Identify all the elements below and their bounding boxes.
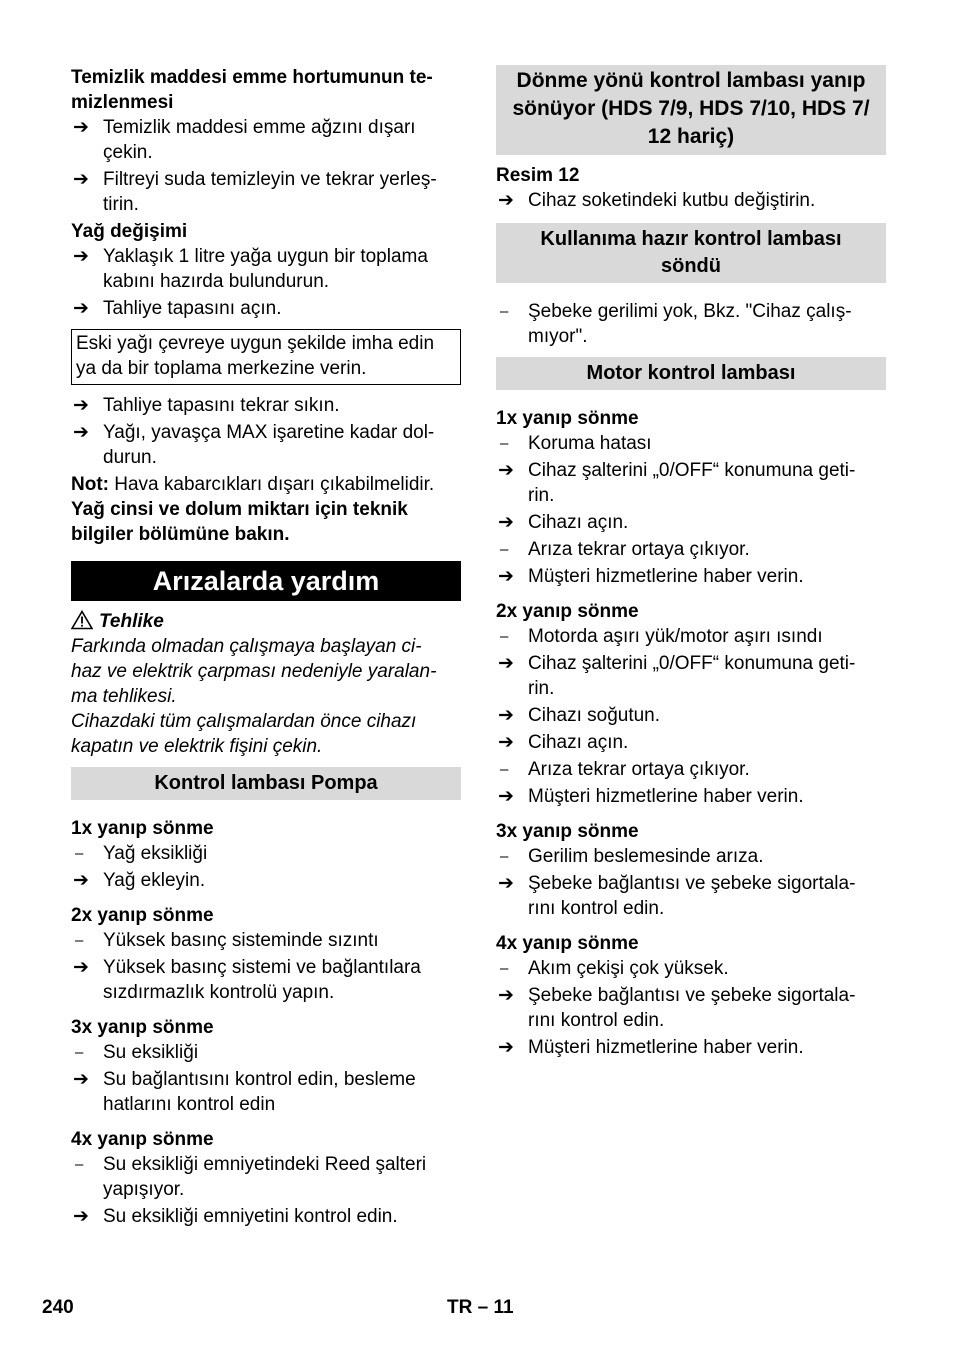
danger-title: Tehlike (99, 611, 164, 632)
dash-bullet: – (500, 761, 509, 778)
arrow-right-icon: ➔ (498, 985, 514, 1006)
list-item (496, 188, 886, 213)
note-text: Hava kabarcıkları dışarı çıkabilmelidir. (108, 474, 435, 495)
page-reference: TR – 11 (447, 1297, 514, 1318)
arrow-right-icon: ➔ (498, 1037, 514, 1058)
dash-bullet: – (75, 932, 84, 949)
section-title-oil-change: Yağ değişimi (71, 221, 188, 242)
list-item (496, 956, 886, 981)
list-item (496, 564, 886, 589)
list-item (496, 458, 886, 508)
item-text: Tahliye tapasını açın. (103, 298, 282, 319)
list-item (496, 703, 886, 728)
arrow-right-icon: ➔ (73, 117, 89, 138)
note-line: Eski yağı çevreye uygun şekilde imha edin (76, 333, 435, 354)
item-text: Su bağlantısını kontrol edin, besleme (103, 1069, 416, 1090)
blink-code-heading: 4x yanıp sönme (496, 933, 639, 954)
danger-line: Farkında olmadan çalışmaya başlayan ci- (71, 636, 422, 657)
blink-code-heading: 1x yanıp sönme (496, 408, 639, 429)
item-text: Koruma hatası (528, 433, 652, 454)
arrow-right-icon: ➔ (498, 460, 514, 481)
item-text: çekin. (103, 142, 153, 163)
motor-lamp-heading: Motor kontrol lambası (496, 357, 886, 390)
pump-lamp-codes (71, 816, 461, 1229)
item-text: rin. (528, 485, 555, 506)
blink-code-heading: 1x yanıp sönme (71, 818, 214, 839)
item-text: Temizlik maddesi emme ağzını dışarı (103, 117, 416, 138)
environment-note-box (71, 329, 461, 385)
item-text: Şebeke gerilimi yok, Bkz. "Cihaz çalış- (528, 301, 852, 322)
arrow-right-icon: ➔ (73, 957, 89, 978)
item-text: Motorda aşırı yük/motor aşırı ısındı (528, 626, 823, 647)
arrow-right-icon: ➔ (73, 246, 89, 267)
list-item (71, 1152, 461, 1202)
blink-code-heading: 2x yanıp sönme (496, 601, 639, 622)
note-label: Not: (71, 474, 109, 495)
arrow-right-icon: ➔ (498, 705, 514, 726)
item-text: Cihaz şalterini „0/OFF“ konumuna geti- (528, 653, 856, 674)
list-item (71, 955, 461, 1005)
item-text: Yağ ekleyin. (103, 870, 206, 891)
item-text: rin. (528, 678, 555, 699)
blink-code-heading: 4x yanıp sönme (71, 1129, 214, 1150)
list-item (496, 537, 886, 562)
warning-triangle-icon (71, 610, 93, 630)
heading-line: sönüyor (HDS 7/9, HDS 7/10, HDS 7/ (512, 97, 870, 120)
oil-type-reference (71, 497, 461, 547)
list-item (71, 1040, 461, 1065)
heading-line: Kullanıma hazır kontrol lambası (540, 228, 842, 250)
item-text: Akım çekişi çok yüksek. (528, 958, 729, 979)
item-text: Müşteri hizmetlerine haber verin. (528, 786, 804, 807)
ready-lamp-heading (496, 223, 886, 283)
dash-bullet: – (500, 303, 509, 320)
item-text: Yaklaşık 1 litre yağa uygun bir toplama (103, 246, 428, 267)
arrow-right-icon: ➔ (498, 732, 514, 753)
dash-bullet: – (500, 435, 509, 452)
arrow-right-icon: ➔ (498, 873, 514, 894)
heading-line: Dönme yönü kontrol lambası yanıp (516, 69, 866, 92)
page-number: 240 (42, 1297, 74, 1318)
list-item (71, 868, 461, 893)
item-text: Yüksek basınç sisteminde sızıntı (103, 930, 379, 951)
item-text: Arıza tekrar ortaya çıkıyor. (528, 539, 750, 560)
troubleshooting-heading: Arızalarda yardım (71, 561, 461, 601)
list-item (71, 928, 461, 953)
list-item (71, 167, 461, 217)
item-text: Arıza tekrar ortaya çıkıyor. (528, 759, 750, 780)
item-text: Su eksikliği emniyetindeki Reed şalteri (103, 1154, 427, 1175)
list-item (496, 844, 886, 869)
suction-hose-steps (71, 115, 461, 217)
arrow-right-icon: ➔ (73, 870, 89, 891)
list-item (71, 244, 461, 294)
arrow-right-icon: ➔ (498, 653, 514, 674)
item-text: Tahliye tapasını tekrar sıkın. (103, 395, 340, 416)
item-text: Müşteri hizmetlerine haber verin. (528, 1037, 804, 1058)
item-text: Yağı, yavaşça MAX işaretine kadar dol- (103, 422, 435, 443)
item-text: rını kontrol edin. (528, 898, 665, 919)
arrow-right-icon: ➔ (498, 786, 514, 807)
item-text: Şebeke bağlantısı ve şebeke sigortala- (528, 873, 856, 894)
item-text: Su eksikliği (103, 1042, 199, 1063)
danger-line: ma tehlikesi. (71, 686, 177, 707)
blink-code-heading: 2x yanıp sönme (71, 905, 214, 926)
arrow-right-icon: ➔ (498, 512, 514, 533)
list-item (496, 624, 886, 649)
item-text: Cihaz soketindeki kutbu değiştirin. (528, 190, 816, 211)
note-line: ya da bir toplama merkezine verin. (76, 358, 367, 379)
item-text: Gerilim beslemesinde arıza. (528, 846, 764, 867)
item-text: kabını hazırda bulundurun. (103, 271, 330, 292)
list-item (71, 296, 461, 321)
item-text: hatlarını kontrol edin (103, 1094, 276, 1115)
item-text: Cihazı soğutun. (528, 705, 661, 726)
item-text: tirin. (103, 194, 139, 215)
item-text: durun. (103, 447, 157, 468)
danger-line: haz ve elektrik çarpması nedeniyle yaralan- (71, 661, 437, 682)
item-text: Su eksikliği emniyetini kontrol edin. (103, 1206, 398, 1227)
list-item (496, 730, 886, 755)
arrow-right-icon: ➔ (73, 1206, 89, 1227)
list-item (71, 1067, 461, 1117)
heading-line: 12 hariç) (647, 125, 735, 148)
item-text: Yüksek basınç sistemi ve bağlantılara (103, 957, 421, 978)
danger-line: kapatın ve elektrik fişini çekin. (71, 736, 323, 757)
list-item (496, 871, 886, 921)
danger-warning (71, 609, 461, 759)
list-item (496, 510, 886, 535)
item-text: yapışıyor. (103, 1179, 185, 1200)
item-text: Filtreyi suda temizleyin ve tekrar yerleş- (103, 169, 437, 190)
list-item (496, 651, 886, 701)
arrow-right-icon: ➔ (73, 1069, 89, 1090)
dash-bullet: – (500, 628, 509, 645)
item-text: Şebeke bağlantısı ve şebeke sigortala- (528, 985, 856, 1006)
arrow-right-icon: ➔ (73, 422, 89, 443)
list-item (496, 983, 886, 1033)
arrow-right-icon: ➔ (73, 169, 89, 190)
arrow-right-icon: ➔ (73, 395, 89, 416)
list-item (496, 431, 886, 456)
item-text: Cihazı açın. (528, 732, 629, 753)
right-column (496, 65, 886, 1062)
danger-line: Cihazdaki tüm çalışmalardan önce cihazı (71, 711, 417, 732)
dash-bullet: – (500, 541, 509, 558)
arrow-right-icon: ➔ (498, 566, 514, 587)
blink-code-heading: 3x yanıp sönme (71, 1017, 214, 1038)
list-item (71, 393, 461, 418)
arrow-right-icon: ➔ (498, 190, 514, 211)
list-item (71, 420, 461, 470)
list-item (496, 757, 886, 782)
item-text: Cihazı açın. (528, 512, 629, 533)
dash-bullet: – (75, 845, 84, 862)
list-item (496, 299, 886, 349)
reference-line: bilgiler bölümüne bakın. (71, 524, 290, 545)
heading-line: söndü (661, 255, 721, 277)
dash-bullet: – (500, 848, 509, 865)
section-title-suction-hose (71, 65, 461, 115)
item-text: sızdırmazlık kontrolü yapın. (103, 982, 335, 1003)
item-text: mıyor". (528, 326, 588, 347)
pump-lamp-heading: Kontrol lambası Pompa (71, 767, 461, 800)
list-item (71, 841, 461, 866)
list-item (496, 784, 886, 809)
left-column (71, 65, 461, 1231)
dash-bullet: – (500, 960, 509, 977)
item-text: Cihaz şalterini „0/OFF“ konumuna geti- (528, 460, 856, 481)
oil-change-steps-continued (71, 393, 461, 470)
rotation-lamp-heading (496, 65, 886, 155)
reference-line: Yağ cinsi ve dolum miktarı için teknik (71, 499, 408, 520)
motor-lamp-codes (496, 406, 886, 1060)
list-item (496, 1035, 886, 1060)
dash-bullet: – (75, 1156, 84, 1173)
blink-code-heading: 3x yanıp sönme (496, 821, 639, 842)
dash-bullet: – (75, 1044, 84, 1061)
oil-change-steps (71, 244, 461, 321)
item-text: Müşteri hizmetlerine haber verin. (528, 566, 804, 587)
title-line: Temizlik maddesi emme hortumunun te- (71, 67, 433, 88)
arrow-right-icon: ➔ (73, 298, 89, 319)
bubbles-note (71, 472, 461, 497)
list-item (71, 115, 461, 165)
item-text: Yağ eksikliği (103, 843, 208, 864)
figure-reference: Resim 12 (496, 165, 580, 186)
title-line: mizlenmesi (71, 92, 174, 113)
item-text: rını kontrol edin. (528, 1010, 665, 1031)
list-item (71, 1204, 461, 1229)
